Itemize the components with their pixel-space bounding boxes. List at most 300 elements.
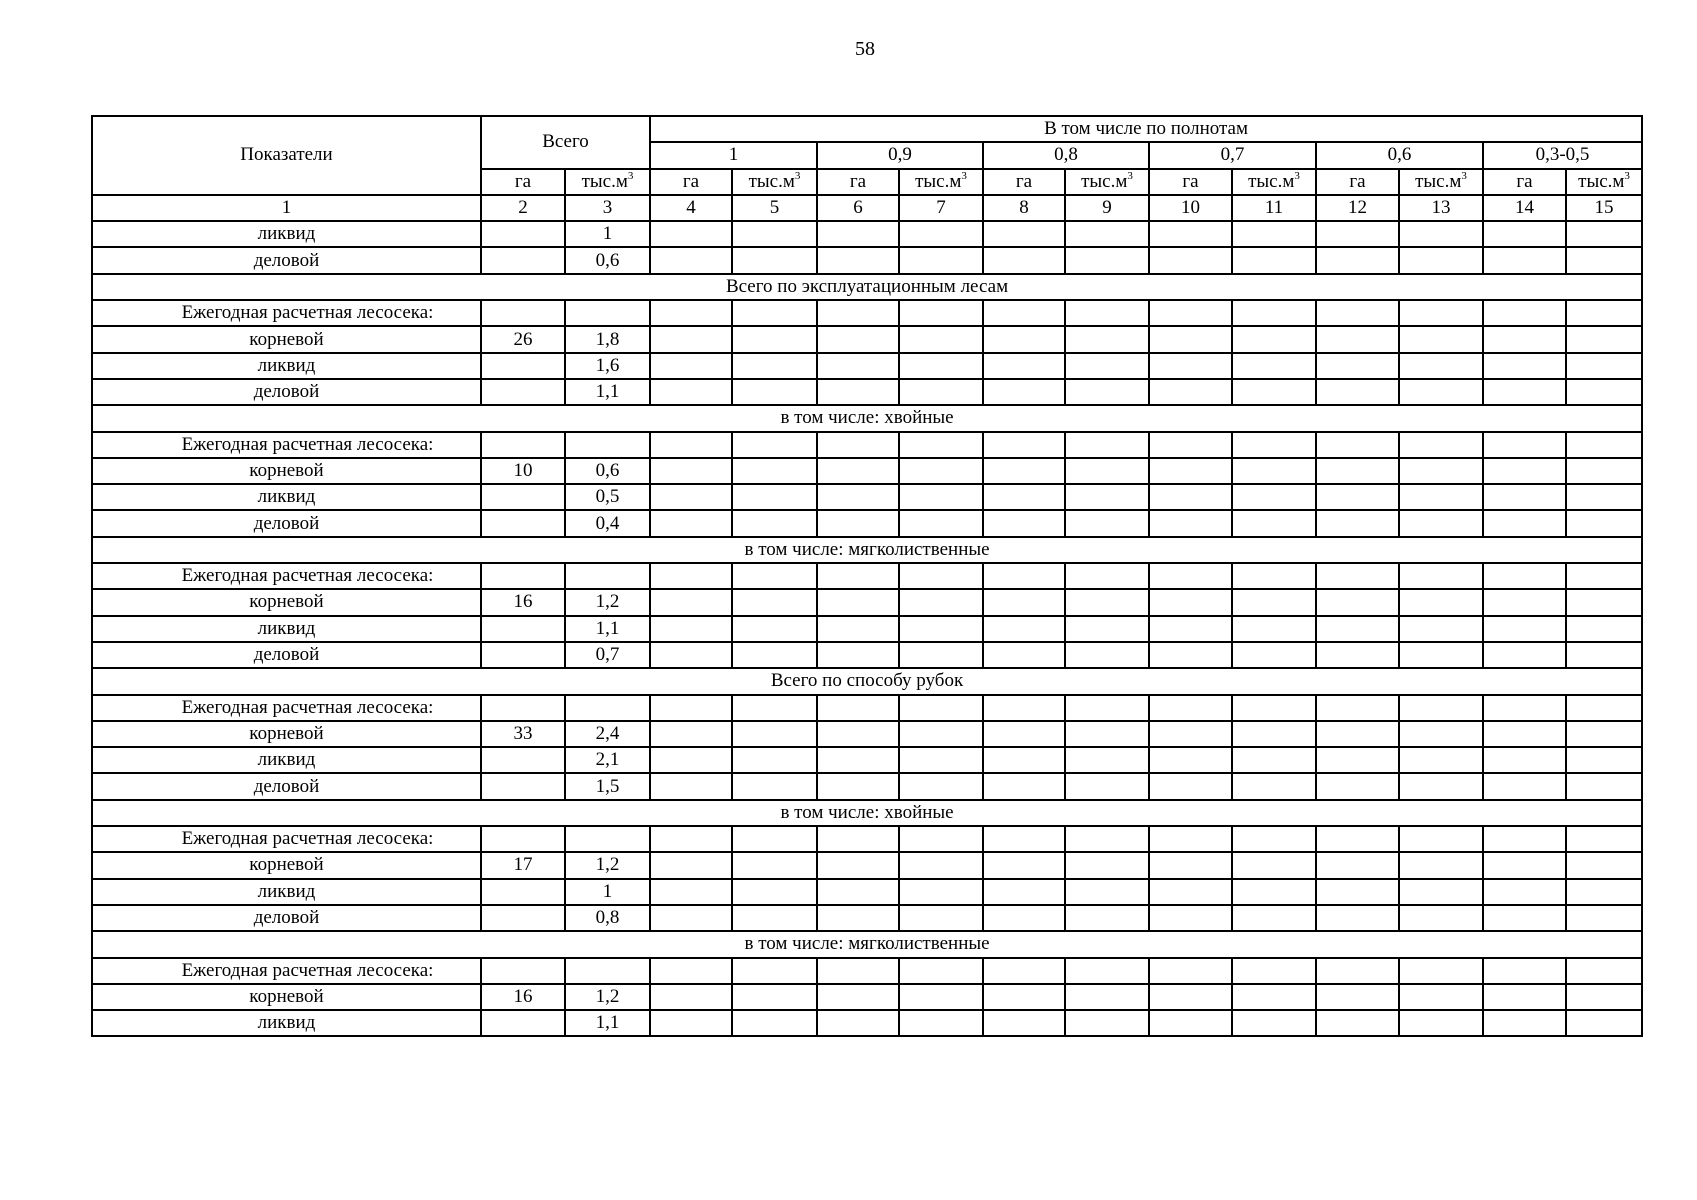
cell-empty bbox=[732, 563, 817, 589]
cell-empty bbox=[1399, 747, 1483, 773]
cell-empty bbox=[1483, 589, 1566, 615]
cell-empty bbox=[1316, 695, 1399, 721]
cell-total-ha: 16 bbox=[481, 589, 565, 615]
cell-empty bbox=[899, 721, 983, 747]
cell-empty bbox=[1399, 326, 1483, 352]
cell-empty bbox=[650, 247, 732, 273]
cell-empty bbox=[1483, 221, 1566, 247]
table-row bbox=[92, 721, 1642, 747]
unit-volume-exponent: 3 bbox=[1127, 169, 1133, 182]
cell-empty bbox=[650, 484, 732, 510]
column-number: 6 bbox=[817, 195, 899, 221]
cell-empty bbox=[1232, 826, 1316, 852]
unit-volume-text: тыс.м bbox=[1081, 170, 1128, 192]
cell-empty bbox=[732, 984, 817, 1010]
cell-empty bbox=[1149, 958, 1232, 984]
density-header: 0,6 bbox=[1316, 142, 1483, 168]
cell-total-ha: 17 bbox=[481, 852, 565, 878]
cell-total-volume: 1,1 bbox=[565, 616, 650, 642]
cell-empty bbox=[650, 379, 732, 405]
cell-total-ha bbox=[481, 353, 565, 379]
cell-empty bbox=[1566, 958, 1642, 984]
table-header bbox=[92, 116, 1642, 221]
section-title: Всего по способу рубок bbox=[92, 668, 1642, 694]
cell-empty bbox=[983, 852, 1065, 878]
unit-volume-header bbox=[899, 169, 983, 195]
cell-empty bbox=[650, 589, 732, 615]
cell-empty bbox=[1483, 432, 1566, 458]
cell-empty bbox=[732, 852, 817, 878]
cell-empty bbox=[983, 721, 1065, 747]
cell-empty bbox=[1149, 221, 1232, 247]
cell-total-ha bbox=[481, 379, 565, 405]
cell-empty bbox=[983, 695, 1065, 721]
cell-empty bbox=[1399, 905, 1483, 931]
cell-empty bbox=[1566, 379, 1642, 405]
cell-empty bbox=[817, 589, 899, 615]
unit-volume-header bbox=[1065, 169, 1149, 195]
cell-empty bbox=[1316, 958, 1399, 984]
cell-empty bbox=[1566, 510, 1642, 536]
cell-empty bbox=[817, 563, 899, 589]
table-row bbox=[92, 747, 1642, 773]
density-header: 0,9 bbox=[817, 142, 983, 168]
column-number: 3 bbox=[565, 195, 650, 221]
cell-empty bbox=[650, 300, 732, 326]
cell-empty bbox=[650, 326, 732, 352]
cell-empty bbox=[1149, 247, 1232, 273]
cell-empty bbox=[1149, 353, 1232, 379]
cell-empty bbox=[1483, 695, 1566, 721]
cell-empty bbox=[650, 852, 732, 878]
table-row bbox=[92, 563, 1642, 589]
page-number: 58 bbox=[855, 38, 875, 60]
cell-empty bbox=[983, 379, 1065, 405]
cell-empty bbox=[650, 221, 732, 247]
cell-total-volume bbox=[565, 300, 650, 326]
cell-total-volume: 0,6 bbox=[565, 458, 650, 484]
cell-empty bbox=[732, 721, 817, 747]
cell-empty bbox=[1232, 747, 1316, 773]
unit-volume-header bbox=[1399, 169, 1483, 195]
unit-ha-header: га bbox=[983, 169, 1065, 195]
column-number: 12 bbox=[1316, 195, 1399, 221]
cell-empty bbox=[732, 747, 817, 773]
cell-total-volume: 0,6 bbox=[565, 247, 650, 273]
cell-empty bbox=[1399, 879, 1483, 905]
cell-empty bbox=[650, 563, 732, 589]
cell-empty bbox=[1399, 589, 1483, 615]
cell-empty bbox=[1566, 563, 1642, 589]
cell-empty bbox=[1316, 510, 1399, 536]
cell-total-volume bbox=[565, 958, 650, 984]
cell-empty bbox=[1316, 484, 1399, 510]
cell-empty bbox=[1232, 563, 1316, 589]
cell-empty bbox=[899, 852, 983, 878]
section-title: в том числе: мягколиственные bbox=[92, 537, 1642, 563]
cell-empty bbox=[899, 826, 983, 852]
cell-empty bbox=[1399, 221, 1483, 247]
cell-empty bbox=[1065, 773, 1149, 799]
cell-empty bbox=[1483, 721, 1566, 747]
cell-empty bbox=[650, 984, 732, 1010]
row-label: деловой bbox=[92, 510, 481, 536]
cell-empty bbox=[732, 1010, 817, 1036]
cell-empty bbox=[1483, 484, 1566, 510]
cell-empty bbox=[1399, 379, 1483, 405]
unit-volume-header bbox=[732, 169, 817, 195]
row-label: корневой bbox=[92, 852, 481, 878]
cell-empty bbox=[983, 616, 1065, 642]
cell-empty bbox=[817, 379, 899, 405]
cell-empty bbox=[1399, 247, 1483, 273]
cell-empty bbox=[983, 221, 1065, 247]
table-row bbox=[92, 984, 1642, 1010]
row-label: Ежегодная расчетная лесосека: bbox=[92, 695, 481, 721]
cell-empty bbox=[1149, 826, 1232, 852]
cell-empty bbox=[1065, 484, 1149, 510]
cell-empty bbox=[1149, 510, 1232, 536]
cell-empty bbox=[1566, 589, 1642, 615]
unit-volume-exponent: 3 bbox=[794, 169, 801, 182]
cell-empty bbox=[899, 695, 983, 721]
cell-empty bbox=[1316, 721, 1399, 747]
cell-empty bbox=[1149, 300, 1232, 326]
cell-empty bbox=[1149, 773, 1232, 799]
cell-empty bbox=[1065, 458, 1149, 484]
cell-empty bbox=[1065, 747, 1149, 773]
cell-empty bbox=[1566, 221, 1642, 247]
density-header: 0,8 bbox=[983, 142, 1149, 168]
cell-total-volume: 1,1 bbox=[565, 379, 650, 405]
cell-empty bbox=[1483, 642, 1566, 668]
cell-empty bbox=[732, 510, 817, 536]
cell-empty bbox=[650, 905, 732, 931]
cell-empty bbox=[983, 879, 1065, 905]
cell-empty bbox=[1483, 905, 1566, 931]
cell-total-volume: 0,8 bbox=[565, 905, 650, 931]
cell-empty bbox=[1399, 432, 1483, 458]
cell-empty bbox=[650, 695, 732, 721]
cell-empty bbox=[899, 379, 983, 405]
cell-empty bbox=[1232, 642, 1316, 668]
cell-empty bbox=[983, 589, 1065, 615]
cell-empty bbox=[1232, 510, 1316, 536]
cell-empty bbox=[1483, 353, 1566, 379]
cell-empty bbox=[732, 458, 817, 484]
cell-empty bbox=[1399, 1010, 1483, 1036]
cell-empty bbox=[1232, 616, 1316, 642]
cell-empty bbox=[1566, 879, 1642, 905]
cell-empty bbox=[1149, 458, 1232, 484]
row-label: Ежегодная расчетная лесосека: bbox=[92, 432, 481, 458]
cell-empty bbox=[1316, 773, 1399, 799]
unit-ha-header: га bbox=[481, 169, 565, 195]
cell-total-ha: 10 bbox=[481, 458, 565, 484]
cell-empty bbox=[983, 563, 1065, 589]
cell-empty bbox=[1065, 379, 1149, 405]
cell-empty bbox=[1566, 353, 1642, 379]
cell-total-ha bbox=[481, 642, 565, 668]
cell-empty bbox=[817, 905, 899, 931]
row-label: ликвид bbox=[92, 879, 481, 905]
cell-empty bbox=[650, 616, 732, 642]
cell-total-volume bbox=[565, 563, 650, 589]
cell-empty bbox=[1065, 826, 1149, 852]
unit-volume-exponent: 3 bbox=[627, 169, 634, 182]
cell-empty bbox=[983, 747, 1065, 773]
cell-empty bbox=[1065, 510, 1149, 536]
cell-empty bbox=[983, 773, 1065, 799]
cell-empty bbox=[1232, 905, 1316, 931]
cell-empty bbox=[732, 958, 817, 984]
cell-empty bbox=[1149, 432, 1232, 458]
cell-empty bbox=[1316, 353, 1399, 379]
cell-empty bbox=[1316, 247, 1399, 273]
table-row bbox=[92, 589, 1642, 615]
cell-empty bbox=[899, 747, 983, 773]
header-total: Всего bbox=[481, 116, 650, 169]
cell-empty bbox=[1566, 432, 1642, 458]
cell-empty bbox=[1399, 300, 1483, 326]
row-label: корневой bbox=[92, 721, 481, 747]
cell-empty bbox=[1483, 1010, 1566, 1036]
cell-empty bbox=[1483, 826, 1566, 852]
density-header: 0,7 bbox=[1149, 142, 1316, 168]
cell-empty bbox=[732, 326, 817, 352]
cell-empty bbox=[1483, 879, 1566, 905]
cell-empty bbox=[817, 484, 899, 510]
unit-ha-header: га bbox=[650, 169, 732, 195]
cell-empty bbox=[1483, 326, 1566, 352]
cell-empty bbox=[1232, 1010, 1316, 1036]
cell-empty bbox=[1399, 695, 1483, 721]
cell-empty bbox=[983, 432, 1065, 458]
cell-empty bbox=[1483, 300, 1566, 326]
section-title: в том числе: хвойные bbox=[92, 800, 1642, 826]
cell-empty bbox=[1065, 432, 1149, 458]
header-by-density: В том числе по полнотам bbox=[650, 116, 1642, 142]
density-header: 1 bbox=[650, 142, 817, 168]
cell-empty bbox=[899, 879, 983, 905]
cell-empty bbox=[1316, 616, 1399, 642]
cell-empty bbox=[1316, 432, 1399, 458]
cell-empty bbox=[1232, 879, 1316, 905]
column-number: 13 bbox=[1399, 195, 1483, 221]
unit-ha-header: га bbox=[1149, 169, 1232, 195]
cell-empty bbox=[899, 432, 983, 458]
cell-total-ha bbox=[481, 958, 565, 984]
row-label: корневой bbox=[92, 458, 481, 484]
cell-empty bbox=[650, 642, 732, 668]
cell-empty bbox=[1149, 642, 1232, 668]
unit-volume-exponent: 3 bbox=[1461, 169, 1467, 182]
cell-total-volume: 1,6 bbox=[565, 353, 650, 379]
cell-empty bbox=[1566, 458, 1642, 484]
cell-empty bbox=[1566, 1010, 1642, 1036]
cell-empty bbox=[1483, 563, 1566, 589]
cell-total-ha bbox=[481, 247, 565, 273]
cell-total-volume: 0,7 bbox=[565, 642, 650, 668]
section-title: Всего по эксплуатационным лесам bbox=[92, 274, 1642, 300]
cell-total-volume: 1,2 bbox=[565, 984, 650, 1010]
cell-empty bbox=[1065, 721, 1149, 747]
cell-empty bbox=[1483, 958, 1566, 984]
cell-empty bbox=[817, 747, 899, 773]
cell-empty bbox=[1566, 300, 1642, 326]
table-row bbox=[92, 432, 1642, 458]
cell-empty bbox=[899, 616, 983, 642]
cell-empty bbox=[1065, 326, 1149, 352]
cell-empty bbox=[1483, 984, 1566, 1010]
row-label: корневой bbox=[92, 589, 481, 615]
cell-empty bbox=[650, 826, 732, 852]
cell-empty bbox=[732, 905, 817, 931]
unit-volume-header bbox=[565, 169, 650, 195]
cell-empty bbox=[899, 247, 983, 273]
column-number-row bbox=[92, 195, 1642, 221]
cell-empty bbox=[899, 353, 983, 379]
cell-empty bbox=[817, 616, 899, 642]
cell-empty bbox=[1149, 721, 1232, 747]
cell-empty bbox=[732, 432, 817, 458]
cell-empty bbox=[1065, 221, 1149, 247]
cell-empty bbox=[1399, 721, 1483, 747]
cell-empty bbox=[1399, 616, 1483, 642]
cell-total-ha bbox=[481, 616, 565, 642]
header-indicators: Показатели bbox=[92, 116, 481, 195]
unit-volume-exponent: 3 bbox=[961, 169, 967, 182]
table-row bbox=[92, 379, 1642, 405]
cell-total-ha bbox=[481, 484, 565, 510]
density-header: 0,3-0,5 bbox=[1483, 142, 1642, 168]
cell-empty bbox=[817, 773, 899, 799]
column-number: 14 bbox=[1483, 195, 1566, 221]
cell-empty bbox=[1566, 721, 1642, 747]
cell-empty bbox=[1566, 826, 1642, 852]
cell-empty bbox=[1483, 773, 1566, 799]
row-label: корневой bbox=[92, 984, 481, 1010]
cell-empty bbox=[650, 773, 732, 799]
cell-total-ha bbox=[481, 747, 565, 773]
cell-empty bbox=[1065, 300, 1149, 326]
column-number: 4 bbox=[650, 195, 732, 221]
cell-empty bbox=[1316, 300, 1399, 326]
cell-empty bbox=[1065, 589, 1149, 615]
cell-empty bbox=[1566, 905, 1642, 931]
column-number: 5 bbox=[732, 195, 817, 221]
logging-volume-table bbox=[91, 115, 1643, 1037]
cell-total-volume: 2,1 bbox=[565, 747, 650, 773]
cell-empty bbox=[1566, 852, 1642, 878]
cell-total-volume: 0,4 bbox=[565, 510, 650, 536]
table-row bbox=[92, 879, 1642, 905]
cell-empty bbox=[732, 247, 817, 273]
table-row bbox=[92, 484, 1642, 510]
table-row bbox=[92, 326, 1642, 352]
cell-empty bbox=[650, 510, 732, 536]
row-label: Ежегодная расчетная лесосека: bbox=[92, 958, 481, 984]
cell-empty bbox=[1149, 747, 1232, 773]
cell-total-ha bbox=[481, 510, 565, 536]
cell-empty bbox=[1232, 773, 1316, 799]
section-row bbox=[92, 405, 1642, 431]
cell-empty bbox=[1483, 510, 1566, 536]
row-label: ликвид bbox=[92, 353, 481, 379]
cell-empty bbox=[1316, 879, 1399, 905]
cell-empty bbox=[1232, 300, 1316, 326]
cell-empty bbox=[1399, 484, 1483, 510]
cell-empty bbox=[732, 379, 817, 405]
cell-empty bbox=[1566, 616, 1642, 642]
cell-empty bbox=[1149, 616, 1232, 642]
cell-empty bbox=[650, 958, 732, 984]
cell-empty bbox=[817, 458, 899, 484]
cell-empty bbox=[1399, 353, 1483, 379]
unit-volume-exponent: 3 bbox=[1294, 169, 1300, 182]
cell-empty bbox=[983, 458, 1065, 484]
cell-empty bbox=[817, 510, 899, 536]
table-row bbox=[92, 773, 1642, 799]
cell-empty bbox=[1483, 379, 1566, 405]
cell-total-ha bbox=[481, 300, 565, 326]
unit-volume-text: тыс.м bbox=[748, 170, 795, 192]
column-number: 11 bbox=[1232, 195, 1316, 221]
cell-empty bbox=[1399, 826, 1483, 852]
cell-empty bbox=[1566, 773, 1642, 799]
cell-empty bbox=[650, 721, 732, 747]
row-label: корневой bbox=[92, 326, 481, 352]
unit-volume-text: тыс.м bbox=[1415, 170, 1462, 192]
cell-empty bbox=[983, 353, 1065, 379]
cell-empty bbox=[732, 879, 817, 905]
cell-empty bbox=[1065, 905, 1149, 931]
unit-volume-header bbox=[1566, 169, 1642, 195]
section-row bbox=[92, 931, 1642, 957]
cell-empty bbox=[1316, 905, 1399, 931]
cell-empty bbox=[650, 1010, 732, 1036]
cell-empty bbox=[899, 458, 983, 484]
cell-empty bbox=[1566, 326, 1642, 352]
cell-empty bbox=[817, 695, 899, 721]
cell-empty bbox=[1065, 563, 1149, 589]
cell-empty bbox=[983, 1010, 1065, 1036]
cell-empty bbox=[1399, 510, 1483, 536]
cell-empty bbox=[650, 879, 732, 905]
table-row bbox=[92, 695, 1642, 721]
cell-empty bbox=[1232, 852, 1316, 878]
table-row bbox=[92, 905, 1642, 931]
cell-empty bbox=[899, 905, 983, 931]
cell-empty bbox=[983, 300, 1065, 326]
cell-empty bbox=[732, 616, 817, 642]
unit-volume-text: тыс.м bbox=[1248, 170, 1295, 192]
cell-empty bbox=[1566, 984, 1642, 1010]
cell-total-volume: 1 bbox=[565, 221, 650, 247]
unit-ha-header: га bbox=[1483, 169, 1566, 195]
table-row bbox=[92, 852, 1642, 878]
cell-empty bbox=[1566, 695, 1642, 721]
cell-empty bbox=[1065, 879, 1149, 905]
section-row bbox=[92, 274, 1642, 300]
cell-empty bbox=[1316, 642, 1399, 668]
cell-empty bbox=[1316, 1010, 1399, 1036]
cell-total-volume: 1 bbox=[565, 879, 650, 905]
cell-total-volume bbox=[565, 695, 650, 721]
cell-total-volume: 1,2 bbox=[565, 589, 650, 615]
cell-total-ha bbox=[481, 221, 565, 247]
cell-empty bbox=[817, 721, 899, 747]
